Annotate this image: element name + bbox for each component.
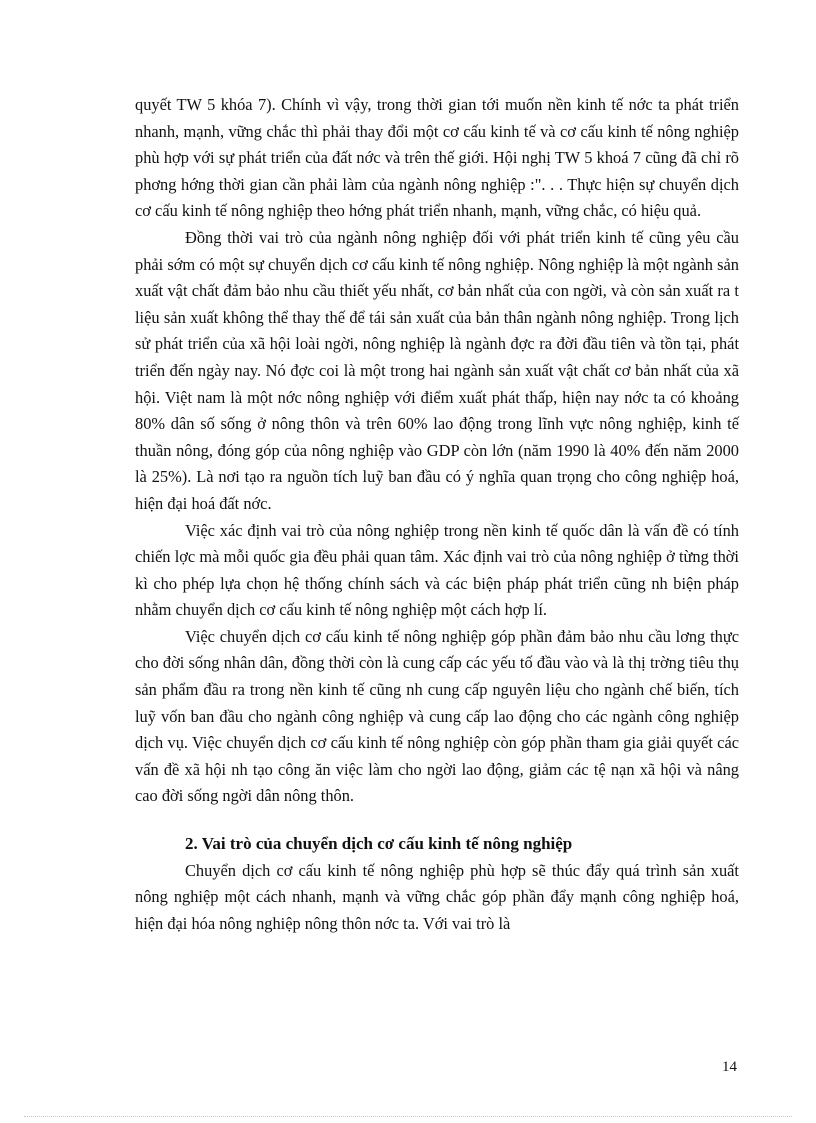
section-heading: 2. Vai trò của chuyển dịch cơ cấu kinh tế nông nghiệp <box>185 834 573 854</box>
paragraph-agriculture-role: Đồng thời vai trò của ngành nông nghiệp đối với phát triển kinh tế cũng yêu cầu phải sớm có một sự chuyển dịch cơ cấu kinh tế nông nghiệp. Nông nghiệp là một ngành sản xuất vật chất đảm bảo nhu cầu thiết yếu nhất, cơ bản nhất của con ngời, và còn sản xuất ra t liệu sản xuất không thể thay thế để tái sản xuất của bản thân ngành nông nghiệp. Trong lịch sử phát triển của xã hội loài ngời, nông nghiệp là ngành đợc ra đời đầu tiên và tồn tại, phát triển đến ngày nay. Nó đợc coi là một trong hai ngành sản xuất vật chất cơ bản nhất của xã hội. Việt nam là một nớc nông nghiệp với điểm xuất phát thấp, hiện nay nớc ta có khoảng 80% dân số sống ở nông thôn và trên 60% lao động trong lĩnh vực nông nghiệp, kinh tế thuần nông, đóng góp của nông nghiệp vào GDP còn lớn (năm 1990 là 40% đến năm 2000 là 25%). Là nơi tạo ra nguồn tích luỹ ban đầu có ý nghĩa quan trọng cho công nghiệp hoá, hiện đại hoá đất nớc. <box>135 227 739 513</box>
page-number: 14 <box>722 1059 737 1075</box>
paragraph-section-intro: Chuyển dịch cơ cấu kinh tế nông nghiệp phù hợp sẽ thúc đẩy quá trình sản xuất nông nghiệp một cách nhanh, mạnh và vững chắc góp phần đẩy mạnh công nghiệp hoá, hiện đại hóa nông nghiệp nông thôn nớc ta. Với vai trò là <box>135 860 739 933</box>
document-body <box>135 92 739 937</box>
page-bottom-divider <box>24 1116 792 1117</box>
paragraph-continuation: quyết TW 5 khóa 7). Chính vì vậy, trong thời gian tới muốn nền kinh tế nớc ta phát triển nhanh, mạnh, vững chắc thì phải thay đổi một cơ cấu kinh tế và cơ cấu kinh tế nông nghiệp phù hợp với sự phát triển của đất nớc và trên thế giới. Hội nghị TW 5 khoá 7 cũng đã chỉ rõ phơng hớng thời gian cần phải làm của ngành nông nghiệp :". . . Thực hiện sự chuyển dịch cơ cấu kinh tế nông nghiệp theo hớng phát triển nhanh, mạnh, vững chắc, có hiệu quả. <box>135 95 739 221</box>
paragraph-strategic-role: Việc xác định vai trò của nông nghiệp trong nền kinh tế quốc dân là vấn đề có tính chiến lợc mà mỗi quốc gia đều phải quan tâm. Xác định vai trò của nông nghiệp ở từng thời kì cho phép lựa chọn hệ thống chính sách và các biện pháp phát triển cũng nh biện pháp nhằm chuyển dịch cơ cấu kinh tế nông nghiệp một cách hợp lí. <box>135 520 739 620</box>
paragraph-restructuring-benefits: Việc chuyển dịch cơ cấu kinh tế nông nghiệp góp phần đảm bảo nhu cầu lơng thực cho đời sống nhân dân, đồng thời còn là cung cấp các yếu tố đầu vào và là thị trờng tiêu thụ sản phẩm đầu ra trong nền kinh tế cũng nh cung cấp nguyên liệu cho ngành chế biến, tích luỹ vốn ban đầu cho ngành công nghiệp và cung cấp lao động cho các ngành công nghiệp dịch vụ. Việc chuyển dịch cơ cấu kinh tế nông nghiệp còn góp phần tham gia giải quyết các vấn đề xã hội nh tạo công ăn việc làm cho ngời lao động, giảm các tệ nạn xã hội và nâng cao đời sống ngời dân nông thôn. <box>135 626 739 806</box>
